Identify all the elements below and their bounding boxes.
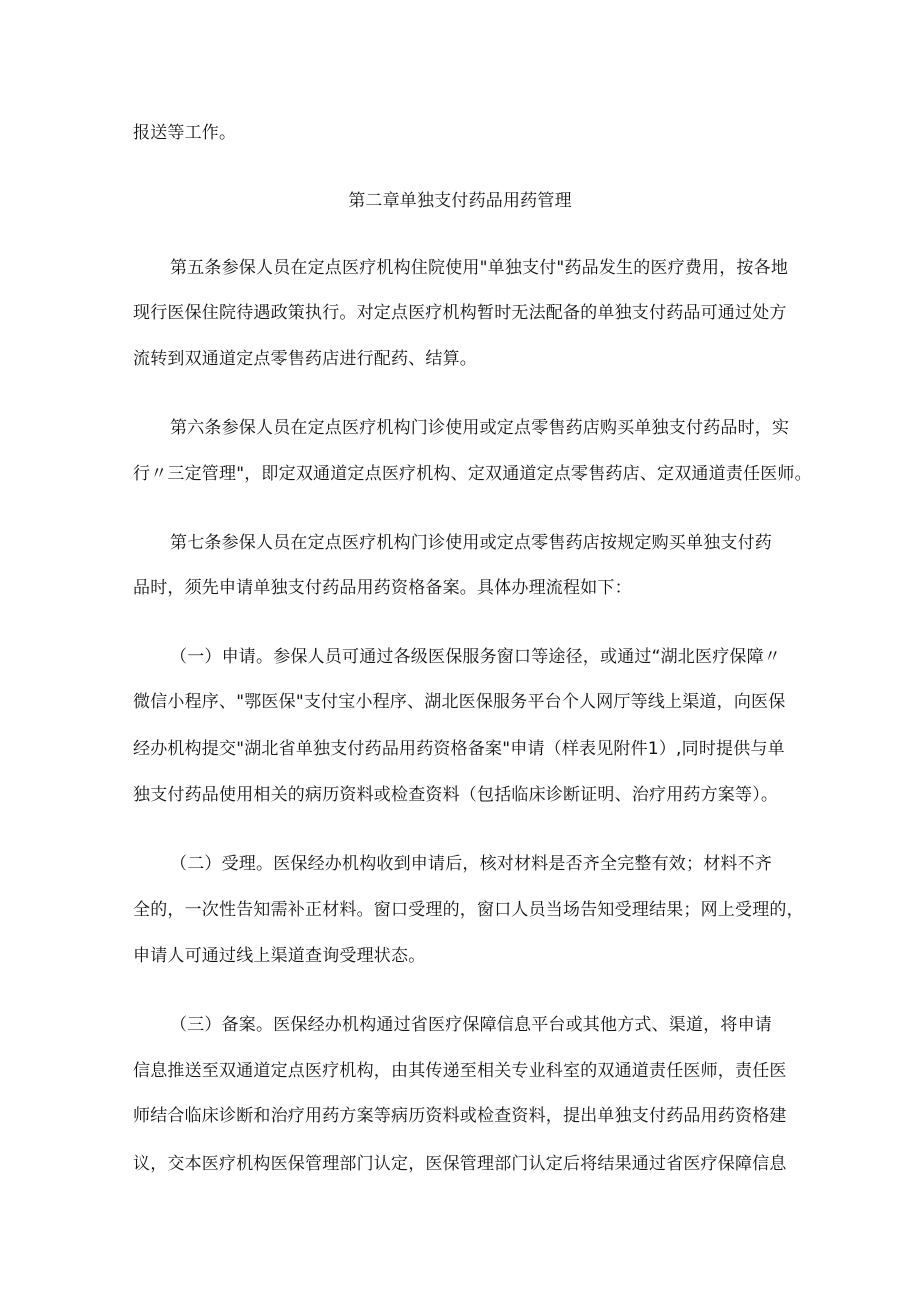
paragraph-line: （一）申请。参保人员可通过各级医保服务窗口等途径，或通过“湖北医疗保障〃 <box>170 647 782 667</box>
paragraph-line: 品时，须先申请单独支付药品用药资格备案。具体办理流程如下： <box>133 578 632 598</box>
paragraph-line: 流转到双通道定点零售药店进行配药、结算。 <box>133 349 477 369</box>
paragraph-line: 经办机构提交"湖北省单独支付药品用药资格备案"申请（样表见附件1）,同时提供与单 <box>133 739 785 759</box>
paragraph-line: 独支付药品使用相关的病历资料或检查资料（包括临床诊断证明、治疗用药方案等）。 <box>133 785 779 805</box>
chapter-title: 第二章单独支付药品用药管理 <box>348 191 572 211</box>
paragraph-line: 第六条参保人员在定点医疗机构门诊使用或定点零售药店购买单独支付药品时，实 <box>170 418 790 438</box>
paragraph-line: 信息推送至双通道定点医疗机构，由其传递至相关专业科室的双通道责任医师，责任医 <box>133 1061 787 1081</box>
paragraph-line: 微信小程序、"鄂医保"支付宝小程序、湖北医保服务平台个人网厅等线上渠道，向医保 <box>133 692 786 712</box>
paragraph-line: 现行医保住院待遇政策执行。对定点医疗机构暂时无法配备的单独支付药品可通过处方 <box>133 303 787 323</box>
paragraph-line: （三）备案。医保经办机构通过省医疗保障信息平台或其他方式、渠道，将申请 <box>170 1015 772 1035</box>
paragraph-line: 第七条参保人员在定点医疗机构门诊使用或定点零售药店按规定购买单独支付药 <box>170 533 772 553</box>
paragraph-line: 申请人可通过线上渠道查询受理状态。 <box>133 946 426 966</box>
paragraph-line: 师结合临床诊断和治疗用药方案等病历资料或检查资料，提出单独支付药品用药资格建 <box>133 1106 787 1126</box>
paragraph-line: 议，交本医疗机构医保管理部门认定，医保管理部门认定后将结果通过省医疗保障信息 <box>133 1154 787 1174</box>
intro-line: 报送等工作。 <box>133 123 237 143</box>
paragraph-line: （二）受理。医保经办机构收到申请后，核对材料是否齐全完整有效；材料不齐 <box>170 854 772 874</box>
paragraph-line: 行〃三定管理"，即定双通道定点医疗机构、定双通道定点零售药店、定双通道责任医师。 <box>133 464 812 484</box>
paragraph-line: 第五条参保人员在定点医疗机构住院使用"单独支付"药品发生的医疗费用，按各地 <box>170 258 789 278</box>
paragraph-line: 全的，一次性告知需补正材料。窗口受理的，窗口人员当场告知受理结果；网上受理的， <box>133 900 804 920</box>
